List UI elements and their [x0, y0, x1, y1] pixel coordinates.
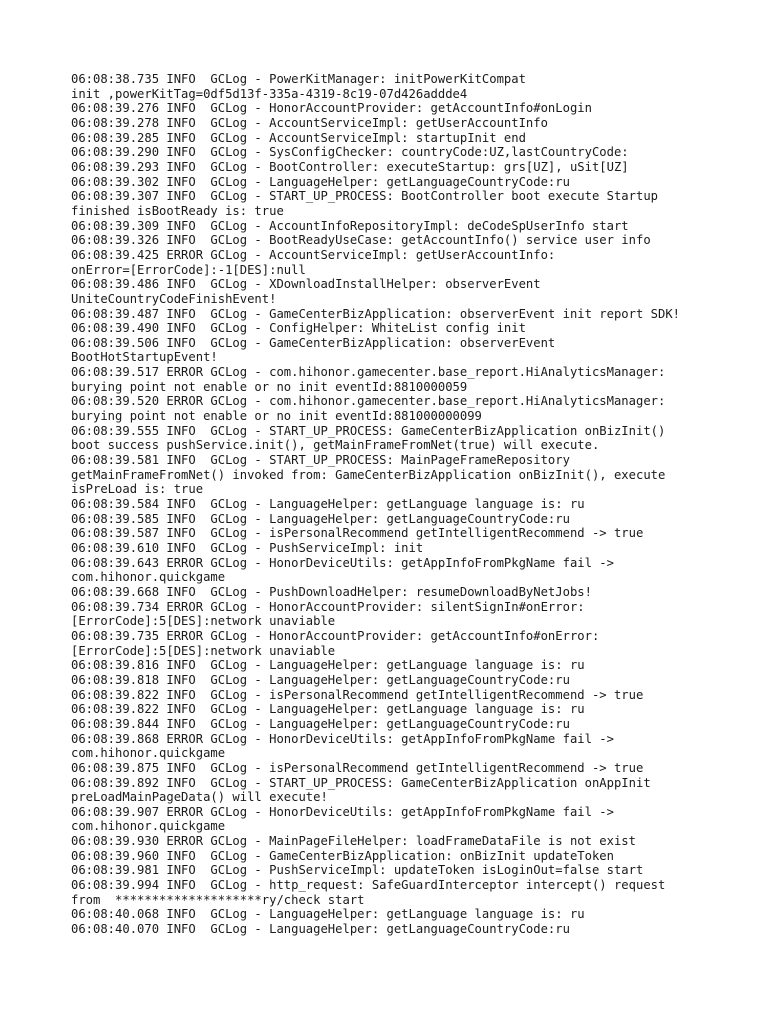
log-line: 06:08:39.293 INFO GCLog - BootController: executeStartup: grs[UZ], uSit[UZ] — [71, 159, 629, 174]
log-line: 06:08:39.668 INFO GCLog - PushDownloadHelper: resumeDownloadByNetJobs! — [71, 584, 592, 599]
log-line: 06:08:39.610 INFO GCLog - PushServiceImpl: init — [71, 541, 424, 555]
log-line: boot success pushService.init(), getMainFrameFromNet(true) will execute. — [71, 438, 600, 453]
log-line: 06:08:39.581 INFO GCLog - START_UP_PROCESS: MainPageFrameRepository — [71, 453, 570, 468]
log-line: 06:08:39.520 ERROR GCLog - com.hihonor.gamecenter.base_report.HiAnalyticsManager: — [71, 394, 666, 409]
log-line: 06:08:39.584 INFO GCLog - LanguageHelper: getLanguage language is: ru — [71, 497, 585, 512]
log-line: 06:08:39.981 INFO GCLog - PushServiceImpl: updateToken isLoginOut=false start — [71, 863, 644, 878]
log-line: 06:08:39.555 INFO GCLog - START_UP_PROCESS: GameCenterBizApplication onBizInit() — [71, 423, 666, 438]
log-line: 06:08:39.816 INFO GCLog - LanguageHelper: getLanguage language is: ru — [71, 658, 585, 673]
log-line: init ,powerKitTag=0df5d13f-335a-4319-8c19-07d426addde4 — [71, 86, 468, 101]
log-line: 06:08:39.307 INFO GCLog - START_UP_PROCESS: BootController boot execute Startup — [71, 189, 658, 204]
log-line: 06:08:39.285 INFO GCLog - AccountServiceImpl: startupInit end — [71, 130, 526, 145]
log-line: 06:08:39.585 INFO GCLog - LanguageHelper: getLanguageCountryCode:ru — [71, 511, 570, 526]
log-line: onError=[ErrorCode]:-1[DES]:null — [71, 262, 306, 277]
log-line: burying point not enable or no init eventId:881000000099 — [71, 409, 482, 424]
log-line: isPreLoad is: true — [71, 482, 204, 497]
log-line: 06:08:39.822 INFO GCLog - isPersonalRecommend getIntelligentRecommend -> true — [71, 687, 644, 702]
log-line: from ********************ry/check start — [71, 892, 365, 907]
log-line: 06:08:39.309 INFO GCLog - AccountInfoRepositoryImpl: deCodeSpUserInfo start — [71, 218, 629, 233]
log-line: 06:08:39.425 ERROR GCLog - AccountServiceImpl: getUserAccountInfo: — [71, 247, 556, 262]
log-line: 06:08:39.506 INFO GCLog - GameCenterBizApplication: observerEvent — [71, 335, 556, 350]
log-line: 06:08:39.892 INFO GCLog - START_UP_PROCESS: GameCenterBizApplication onAppInit — [71, 775, 651, 790]
log-line: 06:08:39.290 INFO GCLog - SysConfigChecker: countryCode:UZ,lastCountryCode: — [71, 145, 629, 160]
log-line: 06:08:39.587 INFO GCLog - isPersonalRecommend getIntelligentRecommend -> true — [71, 526, 644, 541]
log-line: com.hihonor.quickgame — [71, 570, 226, 585]
log-line: 06:08:40.068 INFO GCLog - LanguageHelper: getLanguage language is: ru — [71, 907, 585, 922]
log-line: BootHotStartupEvent! — [71, 350, 218, 365]
log-line: 06:08:39.734 ERROR GCLog - HonorAccountProvider: silentSignIn#onError: — [71, 599, 585, 614]
log-document — [71, 72, 761, 937]
log-line: 06:08:39.486 INFO GCLog - XDownloadInstallHelper: observerEvent — [71, 277, 541, 292]
log-line: getMainFrameFromNet() invoked from: GameCenterBizApplication onBizInit(), execute — [71, 467, 666, 482]
log-line: UniteCountryCodeFinishEvent! — [71, 291, 277, 306]
log-line: [ErrorCode]:5[DES]:network unaviable — [71, 614, 336, 629]
log-line: 06:08:39.643 ERROR GCLog - HonorDeviceUtils: getAppInfoFromPkgName fail -> — [71, 555, 614, 570]
log-line: 06:08:39.818 INFO GCLog - LanguageHelper: getLanguageCountryCode:ru — [71, 672, 570, 687]
log-line: 06:08:39.994 INFO GCLog - http_request: SafeGuardInterceptor intercept() request — [71, 878, 666, 893]
log-line: 06:08:39.822 INFO GCLog - LanguageHelper: getLanguage language is: ru — [71, 702, 585, 717]
log-line: 06:08:39.276 INFO GCLog - HonorAccountProvider: getAccountInfo#onLogin — [71, 101, 592, 116]
log-line: com.hihonor.quickgame — [71, 819, 226, 834]
log-line: 06:08:39.735 ERROR GCLog - HonorAccountProvider: getAccountInfo#onError: — [71, 628, 600, 643]
log-line: 06:08:39.278 INFO GCLog - AccountServiceImpl: getUserAccountInfo — [71, 115, 548, 130]
log-line: com.hihonor.quickgame — [71, 746, 226, 761]
log-line: 06:08:39.907 ERROR GCLog - HonorDeviceUtils: getAppInfoFromPkgName fail -> — [71, 804, 614, 819]
log-line: preLoadMainPageData() will execute! — [71, 790, 328, 805]
log-line: 06:08:39.487 INFO GCLog - GameCenterBizApplication: observerEvent init report SDK! — [71, 306, 681, 321]
log-line: [ErrorCode]:5[DES]:network unaviable — [71, 643, 336, 658]
log-line: 06:08:39.844 INFO GCLog - LanguageHelper: getLanguageCountryCode:ru — [71, 716, 570, 731]
log-line: 06:08:39.960 INFO GCLog - GameCenterBizApplication: onBizInit updateToken — [71, 848, 614, 863]
log-line: 06:08:38.735 INFO GCLog - PowerKitManager: initPowerKitCompat — [71, 72, 526, 86]
log-line: 06:08:39.517 ERROR GCLog - com.hihonor.gamecenter.base_report.HiAnalyticsManager: — [71, 365, 666, 380]
log-line: 06:08:39.875 INFO GCLog - isPersonalRecommend getIntelligentRecommend -> true — [71, 760, 644, 775]
log-line: 06:08:39.490 INFO GCLog - ConfigHelper: WhiteList config init — [71, 321, 526, 336]
log-line: 06:08:39.326 INFO GCLog - BootReadyUseCase: getAccountInfo() service user info — [71, 233, 651, 248]
log-line: 06:08:39.930 ERROR GCLog - MainPageFileHelper: loadFrameDataFile is not exist — [71, 834, 636, 849]
log-line: burying point not enable or no init eventId:8810000059 — [71, 379, 468, 394]
log-line: 06:08:40.070 INFO GCLog - LanguageHelper: getLanguageCountryCode:ru — [71, 922, 570, 937]
log-line: 06:08:39.302 INFO GCLog - LanguageHelper: getLanguageCountryCode:ru — [71, 174, 570, 189]
log-line: 06:08:39.868 ERROR GCLog - HonorDeviceUtils: getAppInfoFromPkgName fail -> — [71, 731, 614, 746]
log-line: finished isBootReady is: true — [71, 203, 284, 218]
